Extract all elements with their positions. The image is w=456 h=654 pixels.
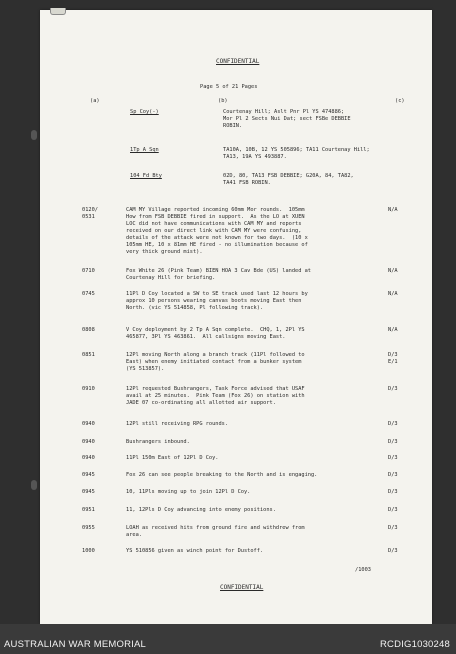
unit-location-line: TA10A, 10B, 12 YS 505896; TA11 Courtenay Hill;: [223, 147, 370, 153]
entry-time: 0940: [82, 455, 95, 461]
entry-reference: D/3: [388, 507, 398, 513]
page-number: Page 5 of 21 Pages: [200, 84, 258, 90]
entry-reference: D/3: [388, 439, 398, 445]
entry-text-line: YS 510856 given as winch point for Dustoff.: [126, 548, 264, 554]
entry-text-line: JADE 07 co-ordinating all allotted air support.: [126, 400, 276, 406]
entry-text-line: 12Pl moving North along a branch track (11Pl followed to: [126, 352, 305, 358]
punch-hole: [31, 480, 37, 490]
entry-text-line: avail at 25 minutes. Pink Team (Fox 26) on station with: [126, 393, 305, 399]
entry-reference: D/3: [388, 525, 398, 531]
entry-time: 0945: [82, 489, 95, 495]
unit-name: Sp Coy(-): [130, 109, 159, 115]
entry-time: 0940: [82, 421, 95, 427]
entry-text-line: 465877, 3Pl YS 463861. All callsigns moving East.: [126, 334, 286, 340]
classification-top: CONFIDENTIAL: [216, 58, 260, 65]
entry-time: 0120/: [82, 207, 98, 213]
entry-reference: D/3: [388, 352, 398, 358]
entry-text-line: 12Pl still receiving RPG rounds.: [126, 421, 229, 427]
entry-text-line: approx 10 persons wearing canvas boots moving East then: [126, 298, 302, 304]
entry-time: 0710: [82, 268, 95, 274]
unit-location-line: ROBIN.: [223, 123, 243, 129]
entry-text-line: 11Pl 150m East of 12Pl D Coy.: [126, 455, 219, 461]
continuation-marker: /1003: [355, 567, 371, 573]
entry-time: 0940: [82, 439, 95, 445]
entry-reference: N/A: [388, 207, 398, 213]
archive-name: AUSTRALIAN WAR MEMORIAL: [4, 639, 147, 650]
entry-text-line: Fox 26 can see people breaking to the North and is engaging.: [126, 472, 318, 478]
entry-text-line: area.: [126, 532, 142, 538]
entry-time: 1000: [82, 548, 95, 554]
paper-clip: [50, 8, 66, 15]
entry-text-line: V Coy deployment by 2 Tp A Sqn complete. CHQ, 1, 2Pl YS: [126, 327, 305, 333]
entry-reference: D/3: [388, 489, 398, 495]
unit-location-line: TA41 FSB ROBIN.: [223, 180, 271, 186]
entry-text-line: North. (vic YS 514858, Pl following track).: [126, 305, 264, 311]
unit-location-line: Courtenay Hill; Aslt Pnr Pl YS 474886;: [223, 109, 345, 115]
entry-text-line: Courtenay Hill for briefing.: [126, 275, 216, 281]
entry-text-line: CAM MY Village reported incoming 60mm Mor rounds. 105mm: [126, 207, 305, 213]
entry-text-line: Bushrangers inbound.: [126, 439, 190, 445]
entry-reference: D/3: [388, 421, 398, 427]
entry-reference: N/A: [388, 268, 398, 274]
unit-name: 1Tp A Sqn: [130, 147, 159, 153]
entry-time: 0808: [82, 327, 95, 333]
archive-strip: [0, 624, 456, 654]
unit-location-line: TA13, 19A YS 493887.: [223, 154, 287, 160]
entry-reference: D/3: [388, 548, 398, 554]
entry-text-line: very thick ground mist).: [126, 249, 203, 255]
entry-reference: D/3: [388, 455, 398, 461]
entry-time: 0910: [82, 386, 95, 392]
entry-time: 0945: [82, 472, 95, 478]
entry-time: 0951: [82, 507, 95, 513]
document-page: [40, 10, 432, 624]
column-a-header: (a): [90, 98, 100, 104]
entry-time: 0745: [82, 291, 95, 297]
punch-hole: [31, 130, 37, 140]
entry-text-line: 11Pl D Coy located a SW to SE track used last 12 hours by: [126, 291, 308, 297]
entry-text-line: LOAH as received hits from ground fire and withdrew from: [126, 525, 305, 531]
entry-text-line: 11, 12Pls D Coy advancing into enemy positions.: [126, 507, 276, 513]
entry-text-line: received on our direct link with CAM MY were confusing,: [126, 228, 302, 234]
entry-text-line: (YS 513857).: [126, 366, 165, 372]
entry-reference: E/1: [388, 359, 398, 365]
entry-text-line: Fox White 26 (Pink Team) BIEN HOA 3 Cav Bde (US) landed at: [126, 268, 311, 274]
entry-text-line: LOC did not have communications with CAM MY and reports: [126, 221, 302, 227]
entry-reference: N/A: [388, 327, 398, 333]
entry-reference: N/A: [388, 291, 398, 297]
entry-text-line: 105mm HE, 10 x 81mm HE fired - no illumination because of: [126, 242, 308, 248]
entry-text-line: 10, 11Pls moving up to join 12Pl D Coy.: [126, 489, 251, 495]
classification-bottom: CONFIDENTIAL: [220, 584, 264, 591]
unit-name: 104 Fd Bty: [130, 173, 162, 179]
entry-reference: D/3: [388, 472, 398, 478]
entry-text-line: How from FSB DEBBIE fired in support. As the LO at XUEN: [126, 214, 305, 220]
entry-time: 0851: [82, 352, 95, 358]
unit-location-line: Mor Pl 2 Sects Nui Dat; sect FSBe DEBBIE: [223, 116, 351, 122]
entry-reference: D/3: [388, 386, 398, 392]
entry-text-line: East) when enemy initiated contact from a bunker system: [126, 359, 302, 365]
column-c-header: (c): [395, 98, 405, 104]
column-b-header: (b): [218, 98, 228, 104]
entry-time: 0955: [82, 525, 95, 531]
entry-text-line: details of the attack were not known for two days. (10 x: [126, 235, 308, 241]
entry-time: 0531: [82, 214, 95, 220]
archive-reference: RCDIG1030248: [380, 639, 450, 650]
entry-text-line: 12Pl requested Bushrangers, Task Force advised that USAF: [126, 386, 305, 392]
unit-location-line: 02D, 80, TA13 FSB DEBBIE; G20A, 84, TA82,: [223, 173, 354, 179]
